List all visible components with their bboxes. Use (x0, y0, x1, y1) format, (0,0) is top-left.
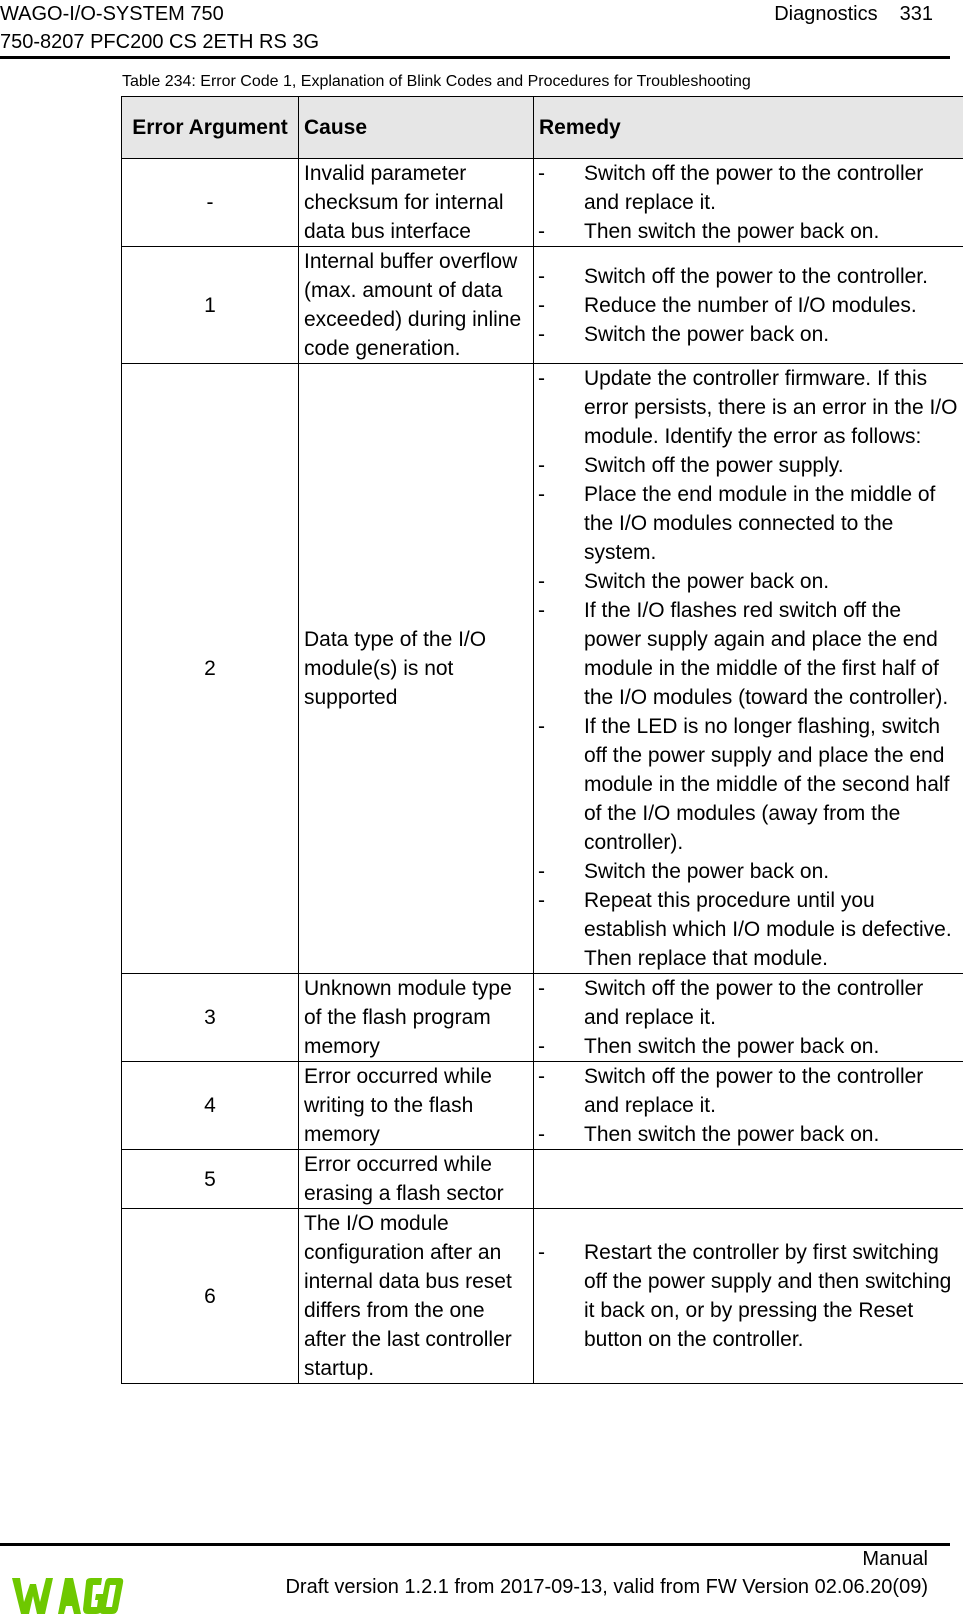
table-row (122, 974, 963, 1062)
table-header-row (122, 97, 963, 159)
page-header-right (774, 0, 933, 28)
table-row (122, 159, 963, 247)
remedy-steps (538, 1062, 963, 1149)
step-dash: - (538, 1035, 545, 1058)
remedy-step (538, 320, 963, 349)
footer-doc-type: Manual (862, 1548, 928, 1570)
product-name: 750-8207 PFC200 CS 2ETH RS 3G (0, 31, 320, 53)
table-row (122, 1062, 963, 1150)
error-argument-cell: 3 (122, 974, 299, 1062)
error-argument-cell: 1 (122, 247, 299, 364)
remedy-step (538, 886, 963, 973)
remedy-steps (538, 364, 963, 973)
remedy-step (538, 480, 963, 567)
remedy-cell (534, 1062, 963, 1150)
remedy-step (538, 1238, 963, 1354)
remedy-step (538, 159, 963, 217)
remedy-step (538, 1120, 963, 1149)
error-argument-cell: 6 (122, 1209, 299, 1384)
step-text: Update the controller firmware. If this error persists, there is an error in the I/O module. Identify the error as follows: (584, 367, 958, 448)
footer-divider (0, 1543, 950, 1546)
remedy-steps (538, 159, 963, 246)
cause-cell: Invalid parameter checksum for internal data bus interface (299, 159, 534, 247)
step-dash: - (538, 454, 545, 477)
step-dash: - (538, 483, 545, 506)
step-text: Then switch the power back on. (584, 1123, 880, 1146)
step-dash: - (538, 977, 545, 1000)
step-text: Switch off the power to the controller and replace it. (584, 1065, 924, 1117)
remedy-step (538, 291, 963, 320)
step-dash: - (538, 1123, 545, 1146)
remedy-step (538, 217, 963, 246)
step-text: Switch the power back on. (584, 570, 830, 593)
remedy-cell (534, 364, 963, 974)
step-dash: - (538, 1065, 545, 1088)
remedy-steps (538, 1238, 963, 1354)
table-row (122, 1150, 963, 1209)
step-dash: - (538, 599, 545, 622)
page-number: 331 (899, 3, 933, 25)
step-text: Switch off the power to the controller and replace it. (584, 977, 924, 1029)
header-divider (0, 56, 950, 59)
wago-logo-text: WAGO (6, 1576, 10, 1577)
step-text: Then switch the power back on. (584, 220, 880, 243)
step-dash: - (538, 715, 545, 738)
remedy-cell (534, 1209, 963, 1384)
remedy-steps (538, 974, 963, 1061)
remedy-step (538, 364, 963, 451)
step-text: Restart the controller by first switching off the power supply and then switching it back on, or by pressing the Reset button on the controller. (584, 1241, 952, 1351)
step-dash: - (538, 264, 545, 288)
step-text: Switch the power back on. (584, 322, 830, 346)
remedy-step (538, 596, 963, 712)
step-text: Repeat this procedure until you establish which I/O module is defective. Then replace that module. (584, 889, 952, 970)
step-text: Then switch the power back on. (584, 1035, 880, 1058)
remedy-step (538, 1062, 963, 1120)
table-row (122, 247, 963, 364)
step-text: If the LED is no longer flashing, switch off the power supply and place the end module in the middle of the second half of the I/O modules (away from the controller). (584, 715, 950, 854)
cause-cell: The I/O module configuration after an internal data bus reset differs from the one after the last controller startup. (299, 1209, 534, 1384)
table-row (122, 364, 963, 974)
table-caption: Table 234: Error Code 1, Explanation of Blink Codes and Procedures for Troubleshooting (122, 73, 751, 90)
remedy-steps (538, 262, 963, 349)
step-dash: - (538, 860, 545, 883)
column-header-cause: Cause (299, 97, 534, 159)
step-text: Switch off the power supply. (584, 454, 844, 477)
remedy-step (538, 712, 963, 857)
cause-cell: Data type of the I/O module(s) is not supported (299, 364, 534, 974)
step-dash: - (538, 570, 545, 593)
step-dash: - (538, 220, 545, 243)
error-argument-cell: - (122, 159, 299, 247)
remedy-step (538, 857, 963, 886)
section-name: Diagnostics (774, 3, 878, 25)
step-dash: - (538, 1241, 545, 1264)
footer-draft-version: Draft version 1.2.1 from 2017-09-13, valid from FW Version 02.06.20(09) (285, 1576, 928, 1598)
cause-cell: Unknown module type of the flash program memory (299, 974, 534, 1062)
step-dash: - (538, 293, 545, 317)
step-text: If the I/O flashes red switch off the power supply again and place the end module in the middle of the first half of the I/O modules (toward the controller). (584, 599, 949, 709)
step-text: Switch off the power to the controller. (584, 264, 928, 288)
column-header-argument: Error Argument (122, 97, 299, 159)
page-header-left (0, 0, 319, 56)
step-text: Switch the power back on. (584, 860, 830, 883)
remedy-step (538, 262, 963, 291)
error-argument-cell: 4 (122, 1062, 299, 1150)
table-row (122, 1209, 963, 1384)
cause-cell: Error occurred while writing to the flash memory (299, 1062, 534, 1150)
error-argument-cell: 5 (122, 1150, 299, 1209)
step-dash: - (538, 367, 545, 390)
remedy-cell (534, 247, 963, 364)
error-code-table (121, 96, 963, 1384)
remedy-cell (534, 1150, 963, 1209)
step-text: Place the end module in the middle of the I/O modules connected to the system. (584, 483, 936, 564)
column-header-remedy: Remedy (534, 97, 963, 159)
remedy-step (538, 567, 963, 596)
cause-cell: Error occurred while erasing a flash sector (299, 1150, 534, 1209)
step-dash: - (538, 889, 545, 912)
step-dash: - (538, 322, 545, 346)
remedy-cell (534, 974, 963, 1062)
system-name: WAGO-I/O-SYSTEM 750 (0, 3, 224, 25)
wago-logo (6, 1576, 124, 1616)
step-dash: - (538, 162, 545, 185)
cause-cell: Internal buffer overflow (max. amount of data exceeded) during inline code generation. (299, 247, 534, 364)
remedy-step (538, 1032, 963, 1061)
remedy-step (538, 974, 963, 1032)
step-text: Reduce the number of I/O modules. (584, 293, 917, 317)
error-argument-cell: 2 (122, 364, 299, 974)
remedy-step (538, 451, 963, 480)
step-text: Switch off the power to the controller and replace it. (584, 162, 924, 214)
remedy-cell (534, 159, 963, 247)
